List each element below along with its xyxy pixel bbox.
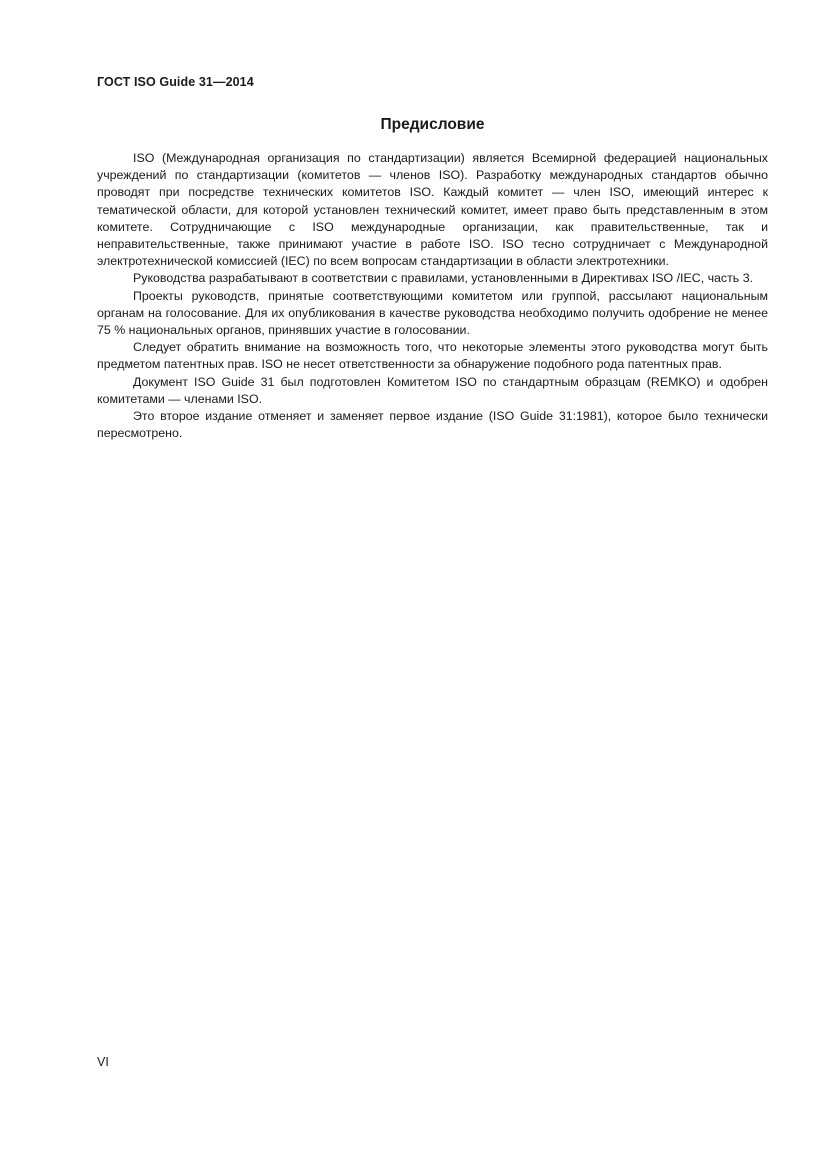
paragraph-edition: Это второе издание отменяет и заменяет первое издание (ISO Guide 31:1981), которое было технически пересмотрено. [97,409,768,441]
paragraph-preparation: Документ ISO Guide 31 был подготовлен Комитетом ISO по стандартным образцам (REMKO) и одобрен комитетами — членами ISO. [97,374,768,406]
paragraph-iso-intro: ISO (Международная организация по стандартизации) является Всемирной федерацией национальных учреждений по стандартизации (комитетов — членов ISO). Разработку международных стандартов обычно проводят при посредстве технических комитетов ISO. Каждый комитет — член ISO, имеющий интерес к тематической области, для которой установлен технический комитет, имеет право быть представленным в этом комитете. Сотрудничающие с ISO международные организации, как правительственные, так и неправительственные, также принимают участие в работе ISO. ISO тесно сотрудничает с Международной электротехнической комиссией (IEC) по всем вопросам стандартизации в области электротехники. [97,151,768,269]
foreword-body [97,150,768,442]
page-number: VI [97,1055,109,1069]
paragraph-directives: Руководства разрабатывают в соответствии с правилами, установленными в Директивах ISO /IEC, часть 3. [133,271,754,286]
paragraph-patents: Следует обратить внимание на возможность того, что некоторые элементы этого руководства могут быть предметом патентных прав. ISO не несет ответственности за обнаружение подобного рода патентных прав. [97,340,768,372]
page-title: Предисловие [380,116,485,133]
paragraph-voting: Проекты руководств, принятые соответствующими комитетом или группой, рассылают национальным органам на голосование. Для их опубликования в качестве руководства необходимо получить одобрение не менее 75 % национальных органов, принявших участие в голосовании. [97,288,768,338]
document-header: ГОСТ ISO Guide 31—2014 [97,75,254,89]
